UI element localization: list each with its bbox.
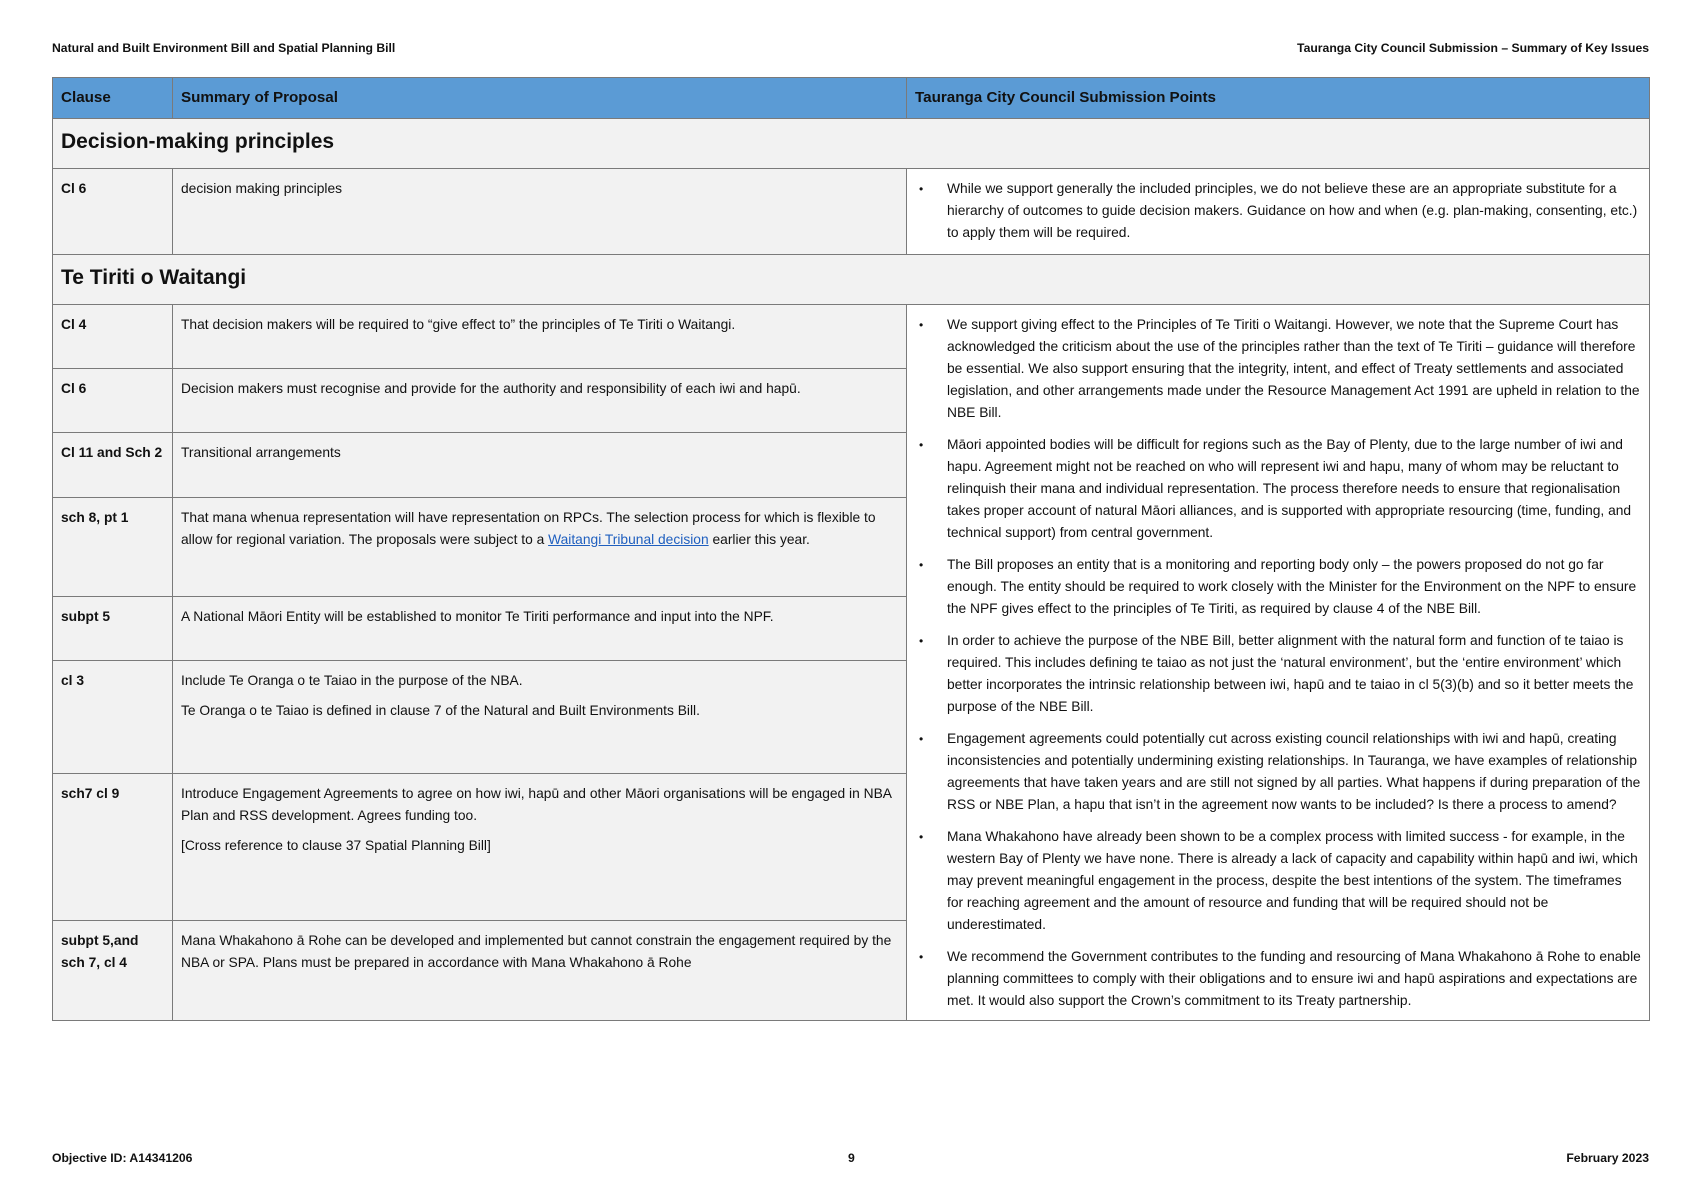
section-row-te-tiriti xyxy=(53,255,1650,305)
waitangi-tribunal-link[interactable]: Waitangi Tribunal decision xyxy=(548,531,709,547)
table-row xyxy=(53,169,1650,255)
clause-cell: cl 3 xyxy=(53,661,173,773)
submission-points-cell xyxy=(907,169,1650,255)
column-header-summary: Summary of Proposal xyxy=(173,78,907,119)
column-header-clause: Clause xyxy=(53,78,173,119)
summary-cell: Mana Whakahono ā Rohe can be developed and implemented but cannot constrain the engagement required by the NBA or SPA. Plans must be prepared in accordance with Mana Whakahono ā Rohe xyxy=(173,921,907,1021)
clause-cell: subpt 5,and sch 7, cl 4 xyxy=(53,921,173,1021)
section-title: Decision-making principles xyxy=(53,119,1650,169)
bullet-icon: • xyxy=(919,634,924,648)
clause-cell: sch7 cl 9 xyxy=(53,773,173,921)
table-row xyxy=(53,305,1650,369)
bullet-icon: • xyxy=(919,182,924,196)
submission-point: • Engagement agreements could potentially cut across existing council relationships with iwi and hapū, creating inconsistencies and potentially undermining existing relationships. In Tauranga, we have examples of relationship agreements that have taken years and are still not signed by all parties. What happens if during preparation of the RSS or NBE Plan, a hapu that isn’t in the agreement now wants to be included? Is there a process to amend? xyxy=(915,728,1641,816)
clause-cell: Cl 11 and Sch 2 xyxy=(53,433,173,497)
section-title: Te Tiriti o Waitangi xyxy=(53,255,1650,305)
page-header-left: Natural and Built Environment Bill and Spatial Planning Bill xyxy=(52,41,396,55)
summary-cell: Introduce Engagement Agreements to agree on how iwi, hapū and other Māori organisations will be engaged in NBA Plan and RSS development. Agrees funding too. [Cross reference to clause 37 Spatial Planning Bill] xyxy=(173,773,907,921)
clause-cell: subpt 5 xyxy=(53,597,173,661)
footer-page-number: 9 xyxy=(848,1151,855,1165)
table-header-row xyxy=(53,78,1650,119)
bullet-icon: • xyxy=(919,830,924,844)
summary-cell: decision making principles xyxy=(173,169,907,255)
submission-points-cell xyxy=(907,305,1650,1021)
submission-point: • We support giving effect to the Principles of Te Tiriti o Waitangi. However, we note that the Supreme Court has acknowledged the criticism about the use of the principles rather than the text of Te Tiriti – guidance will therefore be essential. We also support ensuring that the integrity, intent, and effect of Treaty settlements and associated legislation, and other arrangements made under the Resource Management Act 1991 are upheld in relation to the NBE Bill. xyxy=(915,314,1641,424)
submission-point: • In order to achieve the purpose of the NBE Bill, better alignment with the natural form and function of te taiao is required. This includes defining te taiao as not just the ‘natural environment’, but the ‘entire environment’ which better incorporates the intrinsic relationship between iwi, hapū and te taiao in cl 5(3)(b) and so it better meets the purpose of the NBE Bill. xyxy=(915,630,1641,718)
submission-point: • We recommend the Government contributes to the funding and resourcing of Mana Whakahono ā Rohe to enable planning committees to comply with their obligations and to ensure iwi and hapū aspirations and expectations are met. It would also support the Crown’s commitment to its Treaty partnership. xyxy=(915,946,1641,1012)
bullet-icon: • xyxy=(919,558,924,572)
page-header-right: Tauranga City Council Submission – Summary of Key Issues xyxy=(1297,41,1649,55)
column-header-submission-points: Tauranga City Council Submission Points xyxy=(907,78,1650,119)
clause-cell: Cl 4 xyxy=(53,305,173,369)
submission-table xyxy=(52,77,1650,1021)
summary-cell: Include Te Oranga o te Taiao in the purpose of the NBA. Te Oranga o te Taiao is defined in clause 7 of the Natural and Built Environments Bill. xyxy=(173,661,907,773)
clause-cell: Cl 6 xyxy=(53,169,173,255)
bullet-icon: • xyxy=(919,438,924,452)
summary-cell: A National Māori Entity will be established to monitor Te Tiriti performance and input into the NPF. xyxy=(173,597,907,661)
clause-cell: sch 8, pt 1 xyxy=(53,497,173,597)
bullet-icon: • xyxy=(919,732,924,746)
submission-point: • Mana Whakahono have already been shown to be a complex process with limited success - for example, in the western Bay of Plenty we have none. There is already a lack of capacity and capability within hapū and iwi, which may prevent meaningful engagement in the process, despite the best intentions of the system. The timeframes for reaching agreement and the amount of resource and funding that will be required should not be underestimated. xyxy=(915,826,1641,936)
bullet-icon: • xyxy=(919,318,924,332)
summary-cell: That decision makers will be required to “give effect to” the principles of Te Tiriti o Waitangi. xyxy=(173,305,907,369)
footer-date: February 2023 xyxy=(1566,1151,1649,1165)
section-row-decision-making xyxy=(53,119,1650,169)
bullet-icon: • xyxy=(919,950,924,964)
footer-objective-id: Objective ID: A14341206 xyxy=(52,1151,193,1165)
summary-cell: Transitional arrangements xyxy=(173,433,907,497)
clause-cell: Cl 6 xyxy=(53,369,173,433)
summary-cell: That mana whenua representation will have representation on RPCs. The selection process for which is flexible to allow for regional variation. The proposals were subject to a Waitangi Tribunal decision earlier this year. xyxy=(173,497,907,597)
submission-point: • The Bill proposes an entity that is a monitoring and reporting body only – the powers proposed do not go far enough. The entity should be required to work closely with the Minister for the Environment on the NPF to ensure the NPF gives effect to the principles of Te Tiriti, as required by clause 4 of the NBE Bill. xyxy=(915,554,1641,620)
submission-point: • While we support generally the included principles, we do not believe these are an appropriate substitute for a hierarchy of outcomes to guide decision makers. Guidance on how and when (e.g. plan-making, consenting, etc.) to apply them will be required. xyxy=(915,178,1641,244)
summary-cell: Decision makers must recognise and provide for the authority and responsibility of each iwi and hapū. xyxy=(173,369,907,433)
submission-point: • Māori appointed bodies will be difficult for regions such as the Bay of Plenty, due to the large number of iwi and hapu. Agreement might not be reached on who will represent iwi and hapu, many of whom may be reluctant to relinquish their mana and individual representation. The process therefore needs to ensure that regionalisation takes proper account of natural Māori alliances, and is supported with appropriate resourcing (time, funding, and technical support) from central government. xyxy=(915,434,1641,544)
